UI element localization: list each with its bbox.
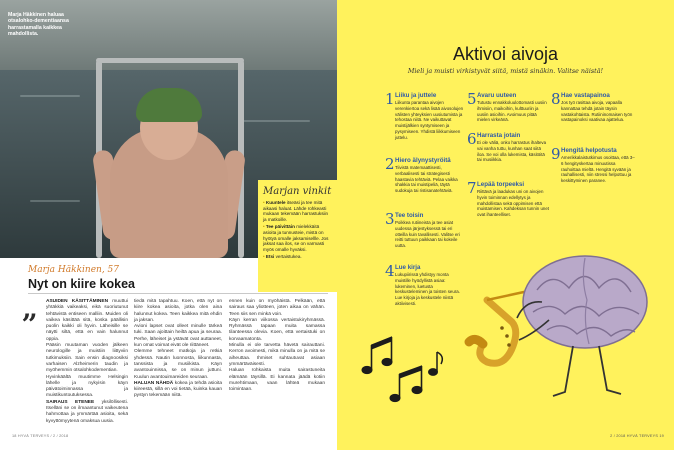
tip-heading: Lepää torpeeksi bbox=[477, 181, 525, 188]
page-subtitle: Mieli ja muisti virkistyvät siitä, mistä sinäkin. Valitse näistä! bbox=[407, 67, 604, 75]
tip-heading: Harrasta jotain bbox=[477, 132, 521, 139]
right-page bbox=[337, 0, 674, 450]
tip-number: 8 bbox=[551, 90, 561, 108]
note-beam bbox=[400, 366, 422, 378]
tip-text: Poikkea rutiineista ja tee asiat uudessa järjestyksessä tai eri otteilla kuin tavallisesti. Valitse eri reitti tuttuun paikkaan tai kokeile uutta. bbox=[395, 220, 460, 249]
photo-caption: Marja Häkkinen haluaa otsalohko-dementiaansa harrastamalla kaikkea mahdollista. bbox=[8, 12, 69, 38]
tip-heading: Tee toisin bbox=[395, 212, 424, 219]
quote-mark-icon: „ bbox=[22, 292, 39, 325]
tip-heading: Liiku ja juttele bbox=[395, 92, 437, 99]
tip-item: • Tee päivittäin mielekkäitä asioita ja tunnusteie, mistä on hyötyä omalle jaksamisellle. Jos jaksat saa ilos, se on varmasti myös omalle hyväksi. bbox=[263, 224, 329, 252]
tip-number: 3 bbox=[385, 210, 395, 228]
paragraph: Minulla ei ole tarvetta hävetä sairauttani. Kerron avoimesti, mikä minulla on ja mitä se aiheuttaa. Ihmiset suhtautuvat asiaan ymmärtäväisesti. bbox=[229, 343, 325, 367]
ripple bbox=[30, 200, 80, 202]
tip-heading: Lue kirja bbox=[395, 264, 421, 271]
tip-item: • Kuuntele itseäsi ja tee mitä aikaasi haluat. Lähde rohkeasti mukaan tekemään harrastuksiin ja matkoille. bbox=[263, 200, 329, 222]
brain-character bbox=[517, 256, 647, 396]
tip-text: Amerikkalaistutkimus osoittaa, että 3–6 hengityskertaa minuutissa rauhoittaa mieltä. Hengitä syvään ja rauhallisesti, niin stressi helpottuu ja keskittyminen paranee. bbox=[561, 155, 635, 184]
paragraph: tiedä mitä tapahtuu. Koen, että nyt on kiire kokea asioita, jotka olen aina halunnut kokea. Teen kaikkea mitä ehdin ja jaksan. bbox=[134, 299, 222, 323]
page-title: Aktivoi aivoja bbox=[452, 44, 559, 64]
marjan-vinkit-box bbox=[258, 180, 337, 292]
tip-text: Lukupiirissä yhdistyy monta muistille hyödyllistä asiaa: lukeminen, luetusta keskusteleminen ja toisten seura. Lue kirjoja ja keskustele niistä aktiivisesti. bbox=[395, 272, 460, 306]
paragraph: Avioni lapset ovat olleet minulle tärkeä tuki. Saan ajoittain heiltä apua ja seuraa. Perhe, läheiset ja ystävät ovat auttaneet, kun omat voimat eivät ole riittäneet. bbox=[134, 324, 222, 349]
paragraph: HALUAN NÄHDÄ kokea ja tehdä asioita kiireestä, sillä en voi tietää, kuinka kauan pystyn tekemään niitä. bbox=[134, 380, 223, 399]
article-column-3 bbox=[229, 299, 325, 393]
page-footer-left: 18 HYVÄ TERVEYS / 2 / 2018 bbox=[12, 434, 69, 438]
note-flag bbox=[437, 352, 442, 364]
article-column-2 bbox=[134, 299, 222, 400]
article-column-1 bbox=[46, 299, 128, 425]
tip-text: Tutustu ennakkoluulottomasti uusiin ihmisiin, maikoihin, kulttuuriin ja uusiin asioihin. Avoimuus pitää mielen virkeänä. bbox=[477, 100, 547, 123]
tip-number: 1 bbox=[385, 90, 395, 108]
tip-item: • Etsi vertaistukea. bbox=[263, 254, 302, 260]
tip-text: Tiivistä matemaattisesti, verbaalisesti tai strategisesti haastavia tehtäviä. Pelaa vaikka shakkia tai muistipeliä, täytä sudokuja tai ristisanatehtäviä. bbox=[395, 165, 458, 194]
tip-text: Liikunta parantaa aivojen verenkiertoa sekä lisää aivosolujen välisten yhteyksien uusiutumista ja tehostaa niitä. Ne vaikuttavat muistijälkien syntymiseen ja pysymiseen. Yhdistä liikkumiseen juttelu. bbox=[395, 100, 464, 140]
note-beam bbox=[372, 337, 392, 349]
paragraph: ASUIDEN KÄSITTÄMINEN muuttui yhtäkkiä vaikeaksi, eikä suoriutunut tehtävistä entiseen malliin. Muiden oli vaikea käsittää sitä, koska päällisin puolin kaikki oli hyvin. Läheisille se näytti siltä, että en vain halunnut oppia. bbox=[46, 299, 128, 342]
divider bbox=[28, 293, 328, 294]
page-footer-right: 2 / 2018 HYVÄ TERVEYS 19 bbox=[610, 434, 664, 438]
note-head bbox=[429, 369, 438, 376]
paragraph: Hyvinkäältä muutimme Helsingin lähelle ja nykyisin käyn päivätoiminnassa ja muistikuntoutuksessa. bbox=[46, 374, 128, 399]
paragraph: Käyn kerran viikossa vertaistukiryhmässä. Ryhmässä tapaan muita samassa tilanteessa olevia. Koen, että vertaistuki on korvaamatonta. bbox=[229, 317, 325, 342]
tip-number: 7 bbox=[467, 179, 477, 197]
tip-text: Ei ole väliä, onko harrastus ihalteva vai vanha tuttu, kunhan saat siitä iloa. Se voi olla lukemista, käsitöitä tai musiikkia. bbox=[477, 140, 547, 163]
paragraph: Haluan rohkaista muita sairastuneita elämään täysillä. Ei kannata jäädä kotiin murehtimaan, vaan lähteä mukaan toimintaan. bbox=[229, 368, 325, 393]
ladder-top-bar bbox=[96, 58, 244, 63]
tip-heading: Avaru uuteen bbox=[477, 92, 517, 99]
tip-number: 2 bbox=[385, 155, 395, 173]
tip-number: 5 bbox=[467, 90, 477, 108]
tip-heading: Hengitä helpotusta bbox=[561, 147, 617, 154]
paragraph: SAIRAUS ETENEE yksilöllisesti. Itselläni se on ilmaantunut vaikeutena hahmottaa ja ymmärtää asioita, sekä kyvyttömyytenä omaksua uusia. bbox=[46, 399, 128, 424]
tip-heading: Hae vastapainoa bbox=[561, 92, 610, 99]
ripple bbox=[240, 120, 310, 122]
tip-text: Riittävä ja laadukas uni on aivojen hyvin toiminnan edellytys ja mahdollistaa sekä oppimisen että muistamisen. Kahdeksan tunnin unet ovat ihanteelliset. bbox=[477, 189, 550, 218]
note-head bbox=[390, 394, 400, 401]
paragraph: ennen kuin on myöhäistä. Pelkään, että sairaus saa yliotteen, joten aikaa on vähän. Teen siis sen minkä voin. bbox=[229, 299, 325, 317]
article-headline: Nyt on kiire kokea bbox=[28, 277, 135, 291]
byline: Marja Häkkinen, 57 bbox=[28, 265, 119, 275]
ripple bbox=[20, 95, 80, 97]
brain-saxophone-illustration bbox=[337, 0, 674, 450]
note-head bbox=[412, 386, 422, 393]
tip-number: 9 bbox=[551, 145, 561, 163]
note-head bbox=[382, 358, 392, 365]
tips-box-title: Marjan vinkit bbox=[263, 186, 332, 197]
tip-text: Jos työ rasittaa aivoja, vapaalla kannattaa tehdä jotain täysin vastakohtaista. Rutiininomaisen työn vastapainoksi vaativaa ajattelua. bbox=[561, 100, 633, 123]
music-notes-icon bbox=[362, 337, 442, 402]
tip-number: 6 bbox=[467, 130, 477, 148]
note-head bbox=[362, 366, 372, 373]
paragraph: Pääsin muutaman vuoden jälkeen neurologille ja muistiin liittyviin tutkimuksiin. Sain ensin diagnoosiksi varhaisen Alzheimerin taudin ja myöhemmin otsalohkodementian. bbox=[46, 343, 128, 374]
tip-number: 4 bbox=[385, 262, 395, 280]
paragraph: Olemme tehneet matkoja ja retkiä yhdessä. Nautin luonnosta, liikunnasta, tanssista ja musiikista. Käyn avantouinnissa, se on minun juttuni. Kuulun avantouimareiden seuraan. bbox=[134, 349, 222, 380]
tip-heading: Hiero älynystyröitä bbox=[395, 157, 451, 164]
green-hat bbox=[136, 88, 202, 122]
